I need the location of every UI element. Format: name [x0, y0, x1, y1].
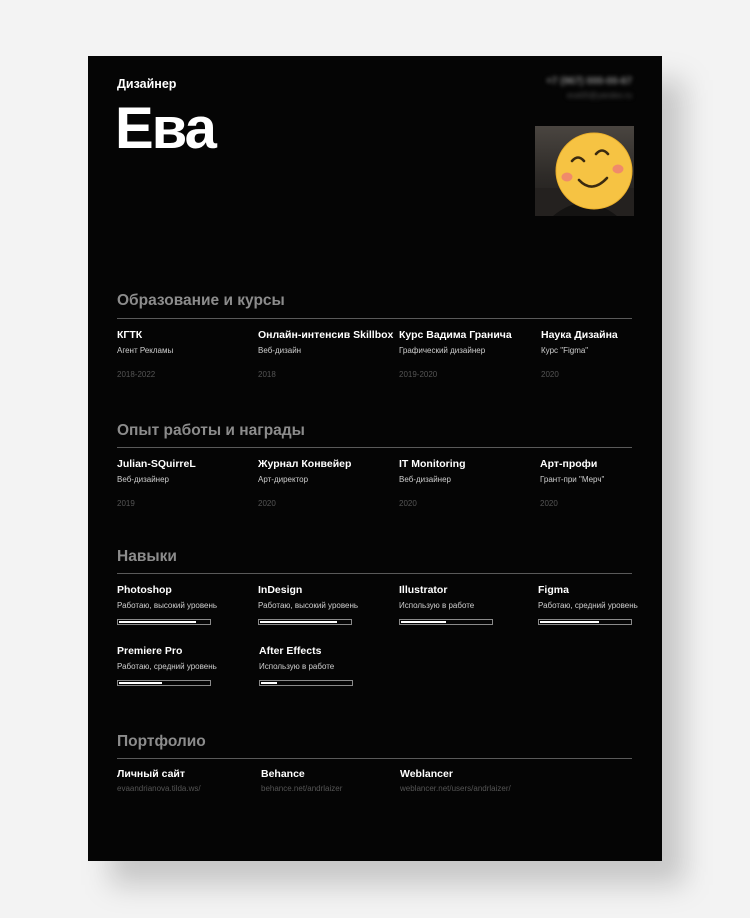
education-item-title: КГТК — [117, 329, 143, 341]
contacts-block — [546, 76, 632, 100]
skill-name: After Effects — [259, 645, 322, 657]
skill-item — [258, 584, 393, 625]
skill-level-bar — [259, 680, 353, 686]
skills-section-title: Навыки — [117, 548, 177, 565]
portfolio-item-link[interactable]: behance.net/andrlaizer — [261, 784, 343, 793]
portfolio-item-title: Weblancer — [400, 768, 453, 780]
skill-level-fill — [261, 682, 277, 684]
education-item — [541, 329, 676, 379]
skill-level-fill — [119, 621, 196, 623]
profile-photo — [535, 126, 634, 216]
education-item — [117, 329, 252, 379]
skill-level-fill — [119, 682, 162, 684]
skill-level-text: Использую в работе — [399, 601, 475, 610]
skill-name: InDesign — [258, 584, 303, 596]
experience-item — [117, 458, 252, 508]
education-item-subtitle: Курс "Figma" — [541, 346, 589, 355]
education-item-years: 2019-2020 — [399, 370, 438, 379]
experience-item-years: 2020 — [540, 499, 558, 508]
email-address[interactable]: eva00@yandex.ru — [566, 91, 632, 100]
portfolio-divider — [117, 758, 632, 759]
portfolio-section-title: Портфолио — [117, 733, 206, 750]
resume-sheet — [88, 56, 662, 861]
smiley-face-icon — [535, 126, 634, 216]
experience-item-title: IT Monitoring — [399, 458, 466, 470]
role-title: Дизайнер — [117, 77, 177, 91]
experience-divider — [117, 447, 632, 448]
experience-item-years: 2020 — [258, 499, 276, 508]
education-item-subtitle: Агент Рекламы — [117, 346, 174, 355]
skill-level-bar — [117, 680, 211, 686]
skill-level-fill — [260, 621, 337, 623]
portfolio-item — [400, 768, 535, 793]
experience-item-subtitle: Арт-директор — [258, 475, 309, 484]
education-item-subtitle: Веб-дизайн — [258, 346, 302, 355]
phone-number[interactable]: +7 (967) 000-00-67 — [546, 76, 632, 87]
experience-item — [258, 458, 393, 508]
experience-item-years: 2020 — [399, 499, 417, 508]
skill-name: Figma — [538, 584, 569, 596]
portfolio-item-link[interactable]: evaandrianova.tilda.ws/ — [117, 784, 201, 793]
skills-divider — [117, 573, 632, 574]
portfolio-item-title: Личный сайт — [117, 768, 186, 780]
portfolio-item-link[interactable]: weblancer.net/users/andrlaizer/ — [400, 784, 511, 793]
skill-level-text: Работаю, средний уровень — [538, 601, 638, 610]
skill-level-fill — [401, 621, 446, 623]
skill-item — [259, 645, 394, 686]
skill-level-text: Использую в работе — [259, 662, 335, 671]
skill-level-fill — [540, 621, 599, 623]
skill-level-bar — [258, 619, 352, 625]
experience-item-title: Журнал Конвейер — [258, 458, 352, 470]
skill-item — [117, 645, 252, 686]
education-item-years: 2018 — [258, 370, 276, 379]
skill-level-text: Работаю, средний уровень — [117, 662, 217, 671]
education-section-title: Образование и курсы — [117, 292, 285, 309]
experience-item-subtitle: Веб-дизайнер — [117, 475, 169, 484]
skill-name: Photoshop — [117, 584, 172, 596]
education-item-subtitle: Графический дизайнер — [399, 346, 486, 355]
person-name: Ева — [115, 96, 215, 161]
education-item — [399, 329, 534, 379]
education-item-years: 2018-2022 — [117, 370, 156, 379]
education-divider — [117, 318, 632, 319]
skill-level-text: Работаю, высокий уровень — [258, 601, 359, 610]
education-item-title: Наука Дизайна — [541, 329, 618, 341]
skill-level-text: Работаю, высокий уровень — [117, 601, 218, 610]
experience-item-subtitle: Веб-дизайнер — [399, 475, 451, 484]
portfolio-item — [117, 768, 252, 793]
experience-item — [399, 458, 534, 508]
education-item — [258, 329, 393, 379]
skill-name: Premiere Pro — [117, 645, 183, 657]
skill-level-bar — [399, 619, 493, 625]
skill-item — [117, 584, 252, 625]
experience-item — [540, 458, 675, 508]
experience-item-years: 2019 — [117, 499, 135, 508]
education-item-years: 2020 — [541, 370, 559, 379]
education-item-title: Онлайн-интенсив Skillbox — [258, 329, 394, 341]
portfolio-item — [261, 768, 396, 793]
skill-level-bar — [538, 619, 632, 625]
portfolio-item-title: Behance — [261, 768, 305, 780]
experience-item-title: Арт-профи — [540, 458, 598, 470]
skill-name: Illustrator — [399, 584, 448, 596]
skill-level-bar — [117, 619, 211, 625]
skill-item — [399, 584, 534, 625]
skill-item — [538, 584, 673, 625]
experience-section-title: Опыт работы и награды — [117, 422, 305, 439]
experience-item-title: Julian-SQuirreL — [117, 458, 196, 470]
education-item-title: Курс Вадима Гранича — [399, 329, 512, 341]
experience-item-subtitle: Грант-при "Мерч" — [540, 475, 605, 484]
